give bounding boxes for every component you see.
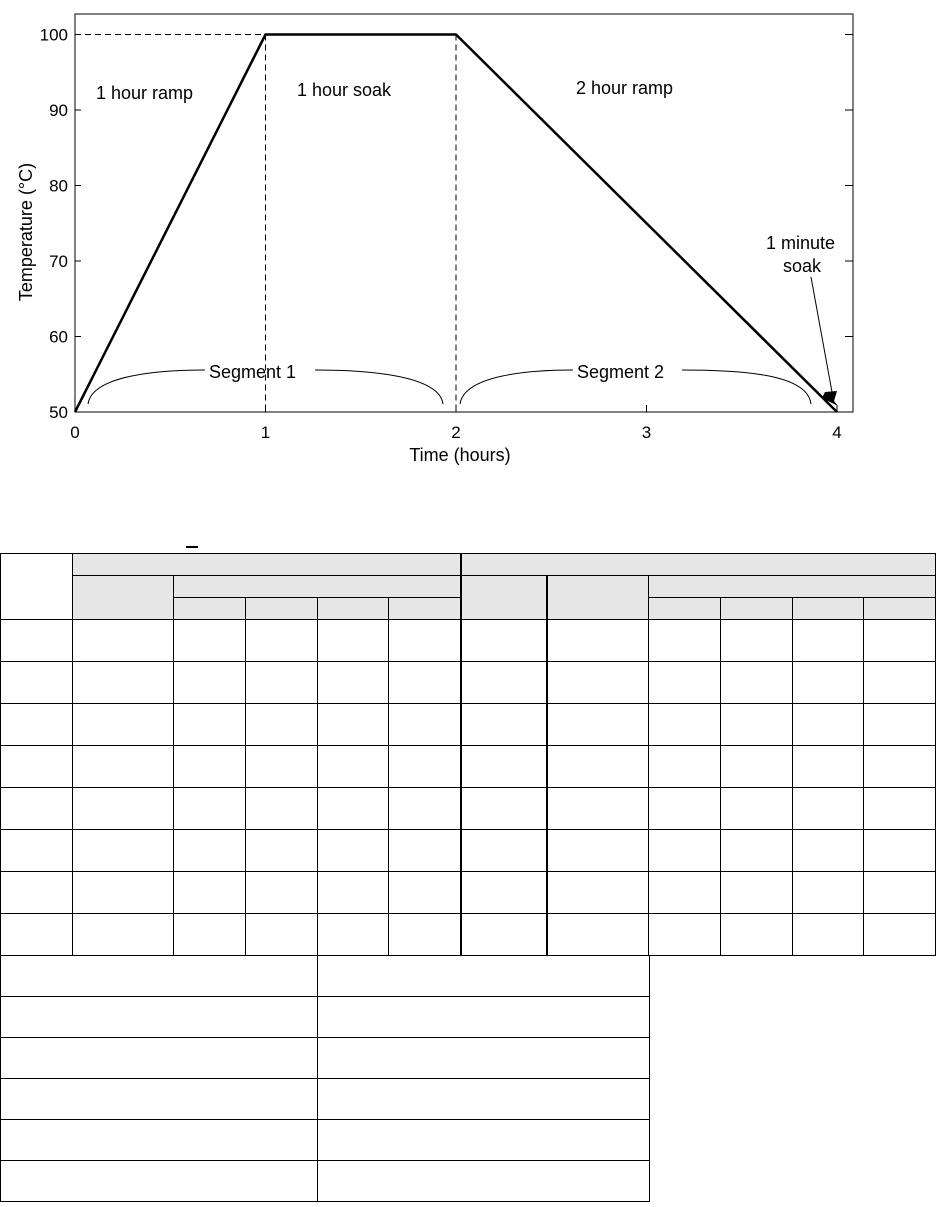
table-cell (245, 914, 317, 956)
segment2-brace-right (682, 370, 811, 404)
table-cell (389, 704, 461, 746)
table-cell (389, 746, 461, 788)
table-row (1, 662, 936, 704)
notes-cell (1, 997, 318, 1038)
table-cell (245, 830, 317, 872)
table-cell (72, 830, 174, 872)
table-cell (389, 788, 461, 830)
chart-text (16, 78, 835, 465)
header-cell (72, 576, 174, 620)
plot-frame (75, 14, 853, 412)
table-cell (792, 788, 864, 830)
table-cell (1, 620, 73, 662)
notes-row (1, 1120, 650, 1161)
segment1-brace-left (88, 370, 205, 404)
table-cell (174, 830, 246, 872)
table-cell (72, 704, 174, 746)
table-row (1, 914, 936, 956)
segment2-brace-left (460, 370, 573, 404)
table-cell (174, 662, 246, 704)
header-cell (1, 554, 73, 620)
table-row (1, 620, 936, 662)
table-cell (792, 830, 864, 872)
table-cell (72, 914, 174, 956)
notes-cell (318, 997, 650, 1038)
table-cell (174, 704, 246, 746)
table-cell (389, 662, 461, 704)
table-cell (864, 704, 936, 746)
segment1-label: Segment 1 (209, 362, 297, 382)
header-cell (649, 598, 721, 620)
temperature-profile-chart (0, 0, 936, 490)
table-cell (720, 662, 792, 704)
table-cell (72, 662, 174, 704)
table-cell (72, 620, 174, 662)
table-cell (1, 788, 73, 830)
y-tick-label: 70 (49, 252, 68, 271)
header-cell (461, 576, 548, 620)
table-cell (461, 788, 548, 830)
table-cell (720, 914, 792, 956)
y-tick-label: 80 (49, 176, 68, 196)
x-tick-label: 3 (641, 423, 652, 442)
notes-row (1, 997, 650, 1038)
x-tick-label: 0 (70, 423, 80, 442)
table-cell (174, 620, 246, 662)
table-cell (1, 914, 73, 956)
table-cell (720, 746, 792, 788)
segment-braces (88, 370, 811, 404)
table-cell (174, 914, 246, 956)
table-cell (649, 746, 721, 788)
header-subgroup-cell (174, 576, 461, 598)
table-cell (649, 704, 721, 746)
x-tick-label: 1 (260, 423, 271, 442)
table-cell (389, 914, 461, 956)
notes-row (1, 1161, 650, 1202)
table-cell (461, 872, 548, 914)
x-tick-label: 2 (451, 423, 461, 442)
table-cell (461, 746, 548, 788)
table-cell (720, 872, 792, 914)
table-cell (245, 662, 317, 704)
table-cell (649, 662, 721, 704)
table-cell (72, 872, 174, 914)
table-cell (864, 914, 936, 956)
table-cell (792, 914, 864, 956)
table-cell (317, 746, 389, 788)
table-cell (317, 704, 389, 746)
table-cell (649, 872, 721, 914)
table-cell (792, 746, 864, 788)
table-cell (864, 788, 936, 830)
notes-cell (1, 1161, 318, 1202)
table-cell (720, 620, 792, 662)
soak-arrow (811, 277, 838, 406)
table-cell (389, 872, 461, 914)
table-cell (1, 704, 73, 746)
table-cell (461, 662, 548, 704)
table-cell (720, 830, 792, 872)
table-cell (1, 746, 73, 788)
table-cell (174, 746, 246, 788)
program-grid-table (0, 553, 936, 956)
header-cell (792, 598, 864, 620)
table-cell (317, 788, 389, 830)
table-cell (547, 788, 649, 830)
table-cell (547, 662, 649, 704)
table-row (1, 872, 936, 914)
table-cell (461, 704, 548, 746)
notes-table (0, 955, 650, 1202)
header-cell (389, 598, 461, 620)
table-cell (649, 830, 721, 872)
y-axis-label: Temperature (°C) (16, 162, 36, 302)
soak-arrow-line (811, 277, 832, 392)
table-cell (864, 830, 936, 872)
notes-cell (1, 1038, 318, 1079)
table-cell (864, 746, 936, 788)
y-tick-label: 60 (49, 327, 68, 347)
notes-row (1, 1079, 650, 1120)
soak2-label-line2: soak (783, 256, 822, 276)
notes-cell (318, 1120, 650, 1161)
header-cell (245, 598, 317, 620)
chart-svg (0, 0, 936, 490)
table-cell (792, 620, 864, 662)
table-row (1, 704, 936, 746)
notes-body (1, 956, 650, 1202)
table-cell (649, 620, 721, 662)
table-cell (1, 830, 73, 872)
table-cell (317, 620, 389, 662)
header-cell (317, 598, 389, 620)
table-cell (389, 620, 461, 662)
table-cell (174, 872, 246, 914)
table-cell (317, 830, 389, 872)
x-axis-label: Time (hours) (409, 445, 511, 465)
x-axis (70, 405, 841, 442)
notes-cell (1, 1079, 318, 1120)
soak1-label: 1 hour soak (297, 80, 392, 100)
table-cell (72, 788, 174, 830)
table-cell (547, 746, 649, 788)
table-cell (317, 662, 389, 704)
table-cell (461, 830, 548, 872)
y-tick-label: 50 (49, 403, 68, 422)
table-row (1, 746, 936, 788)
header-overbar-mark (186, 546, 198, 548)
table-header-row (1, 576, 936, 598)
table-cell (245, 704, 317, 746)
notes-cell (1, 1120, 318, 1161)
segment1-brace-right (315, 370, 443, 404)
table-cell (547, 704, 649, 746)
header-cell (547, 576, 649, 620)
y-tick-label: 90 (49, 101, 68, 120)
ramp1-label: 1 hour ramp (96, 83, 194, 103)
header-group-cell (72, 554, 460, 576)
table-cell (245, 788, 317, 830)
table-cell (792, 704, 864, 746)
header-cell (864, 598, 936, 620)
table-cell (864, 662, 936, 704)
table-cell (720, 788, 792, 830)
table-header-row (1, 554, 936, 576)
table-cell (720, 704, 792, 746)
table-cell (649, 788, 721, 830)
table-body (1, 620, 936, 956)
table-cell (547, 830, 649, 872)
table-cell (245, 872, 317, 914)
header-group-cell (461, 554, 936, 576)
notes-cell (318, 1038, 650, 1079)
table-cell (547, 914, 649, 956)
notes-cell (318, 1079, 650, 1120)
table-row (1, 788, 936, 830)
header-cell (720, 598, 792, 620)
table-cell (864, 620, 936, 662)
table-cell (547, 872, 649, 914)
notes-cell (318, 1161, 650, 1202)
soak2-label-line1: 1 minute (766, 233, 836, 253)
table-cell (461, 620, 548, 662)
segment2-label: Segment 2 (577, 362, 665, 382)
table-cell (245, 746, 317, 788)
table-cell (245, 620, 317, 662)
table-cell (317, 914, 389, 956)
table-cell (174, 788, 246, 830)
x-tick-label: 4 (832, 423, 842, 442)
notes-row (1, 956, 650, 997)
table-cell (547, 620, 649, 662)
notes-cell (1, 956, 318, 997)
table-cell (864, 872, 936, 914)
table-row (1, 830, 936, 872)
table-cell (649, 914, 721, 956)
ramp2-label: 2 hour ramp (576, 78, 674, 98)
table-cell (72, 746, 174, 788)
table-cell (792, 872, 864, 914)
header-subgroup-cell (649, 576, 936, 598)
notes-row (1, 1038, 650, 1079)
table-cell (1, 662, 73, 704)
table-cell (1, 872, 73, 914)
table-cell (389, 830, 461, 872)
notes-cell (318, 956, 650, 997)
table-cell (792, 662, 864, 704)
table-cell (317, 872, 389, 914)
header-cell (174, 598, 246, 620)
table-cell (461, 914, 548, 956)
y-tick-label: 100 (39, 25, 68, 45)
